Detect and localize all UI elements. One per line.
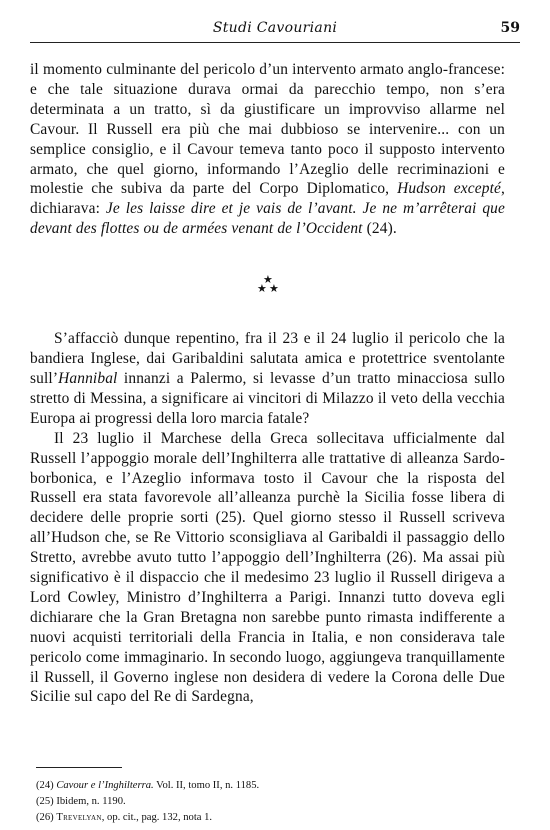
section-break-asterism: [30, 239, 505, 329]
footnote-26-author: Trevelyan: [56, 812, 102, 823]
page-header: [30, 14, 520, 43]
footnote-separator: [36, 767, 122, 768]
footnote-26-reference: , op. cit., pag. 132, nota 1.: [101, 812, 213, 823]
asterism-star-top: ★: [263, 274, 274, 287]
paragraph-1: [30, 60, 505, 239]
footnotes: [36, 778, 496, 826]
footnote-25-reference: Ibidem, n. 1190.: [56, 796, 126, 807]
paragraph-1-italic-quote: Je les laisse dire et je vais de l’avant. Je ne m’arrêterai que devant des flottes ou de armées venant de l’Occident: [30, 200, 505, 238]
footnote-25: [36, 794, 496, 810]
footnote-25-number: (25): [36, 796, 54, 807]
paragraph-2-text-c: innanzi a Palermo, si levasse d’un tratto minacciosa sullo stretto di Messina, a significare ai vincitori di Milazzo il veto della vecchia Europa ai progressi della loro marcia fatale?: [30, 369, 505, 427]
paragraph-1-text-c: , dichiarava:: [30, 180, 505, 218]
footnote-24-title: Cavour e l’Inghilterra.: [56, 780, 154, 791]
asterism-star-left: ★: [257, 283, 268, 296]
asterism-star-right: ★: [269, 283, 280, 296]
paragraph-2: [30, 329, 505, 429]
paragraph-1-italic-hudson: Hudson excepté: [397, 180, 501, 198]
paragraph-1-text-e: (24).: [362, 220, 397, 238]
footnote-26-number: (26): [36, 812, 54, 823]
page-number: 59: [500, 20, 520, 36]
paragraph-3: Il 23 luglio il Marchese della Greca sollecitava ufficialmente dal Russell l’appoggio morale dell’Inghilterra alle trattative di alleanza Sardo-borbonica, e l’Azeglio informava tosto il Cavour che la risposta del Russell era stata favorevole all’alleanza purchè la Sicilia fosse libera di decidere delle proprie sorti (25). Quel giorno stesso il Russell scriveva all’Hudson che, se Re Vittorio sconsigliava al Garibaldi il passaggio dello Stretto, avrebbe avuto tutto l’appoggio dell’Inghilterra (26). Ma assai più significativo è il dispaccio che il medesimo 23 luglio il Russell dirigeva a Lord Cowley, Ministro d’Inghilterra a Parigi. Innanzi tutto doveva egli dichiarare che la Gran Bretagna non sarebbe punto rimasta indifferente a nuovi acquisti territoriali della Francia in Italia, e non considerava tale pericolo come immaginario. In secondo luogo, aggiungeva tranquillamente il Russell, il Governo inglese non desidera di vedere la Corona delle Due Sicilie sul capo del Re di Sardegna,: [30, 429, 505, 706]
paragraph-2-italic-hannibal: Hannibal: [58, 369, 118, 387]
footnote-26: [36, 810, 496, 826]
paragraph-1-text-a: il momento culminante del pericolo d’un intervento armato anglo-francese: e che tale situazione durava ormai da parecchio tempo, non s’era determinata a un tratto, sì da giustificare un improvviso allarme nel Cavour. Il Russell era più che mai dubbioso se intervenire... con un semplice consiglio, e il Cavour temeva tanto poco il supposto intervento armato, che quel giorno, informando l’Azeglio delle recriminazioni e molestie che subiva da parte del Corpo Diplomatico,: [30, 61, 505, 198]
footnote-24-number: (24): [36, 780, 54, 791]
body-text: [30, 60, 505, 707]
paragraph-2-text-a: S’affacciò dunque repentino, fra il 23 e il 24 luglio il pericolo che la bandiera Inglese, dai Garibaldini salutata amica e protettrice sventolante sull’: [30, 330, 505, 387]
footnote-24-reference: Vol. II, tomo II, n. 1185.: [153, 780, 260, 791]
running-title: Studi Cavouriani: [212, 20, 338, 36]
footnote-24: [36, 778, 496, 794]
